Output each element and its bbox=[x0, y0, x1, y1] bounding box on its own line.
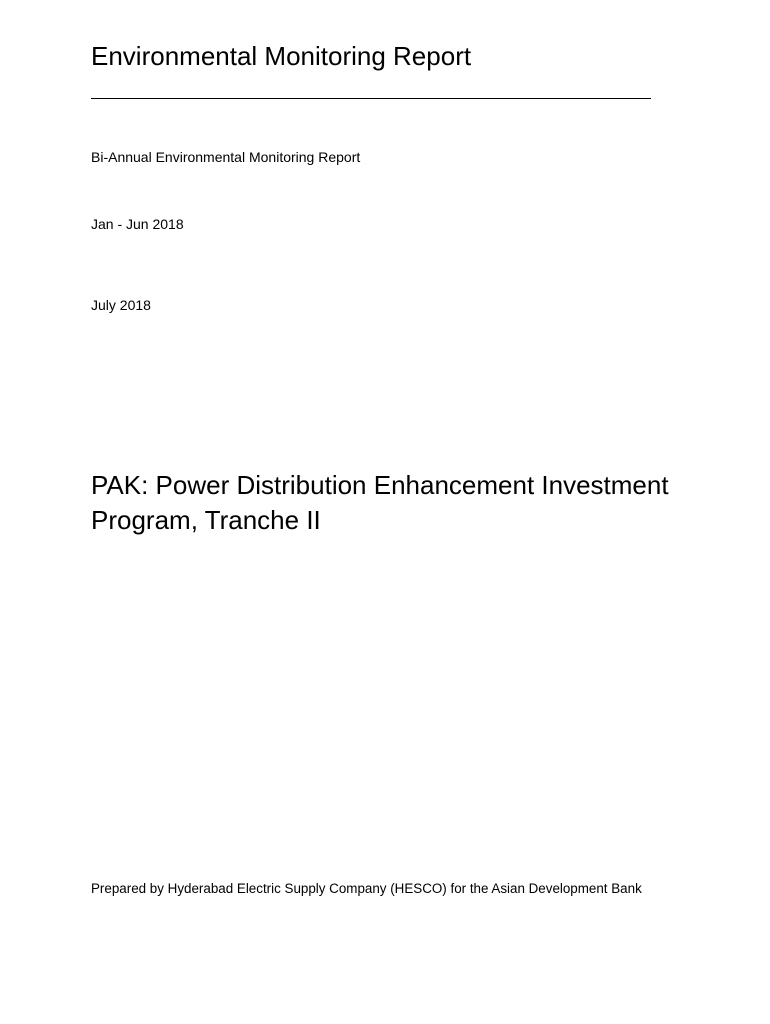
program-title bbox=[91, 468, 669, 538]
report-date: July 2018 bbox=[91, 297, 151, 313]
title-underline bbox=[91, 98, 651, 99]
reporting-period: Jan - Jun 2018 bbox=[91, 216, 184, 232]
prepared-by-statement: Prepared by Hyderabad Electric Supply Company (HESCO) for the Asian Development Bank bbox=[91, 881, 642, 896]
report-title: Environmental Monitoring Report bbox=[91, 41, 472, 71]
program-title-line-2: Program, Tranche II bbox=[91, 505, 321, 535]
program-title-line-1: PAK: Power Distribution Enhancement Investment bbox=[91, 470, 669, 500]
report-subtitle: Bi-Annual Environmental Monitoring Report bbox=[91, 149, 361, 165]
